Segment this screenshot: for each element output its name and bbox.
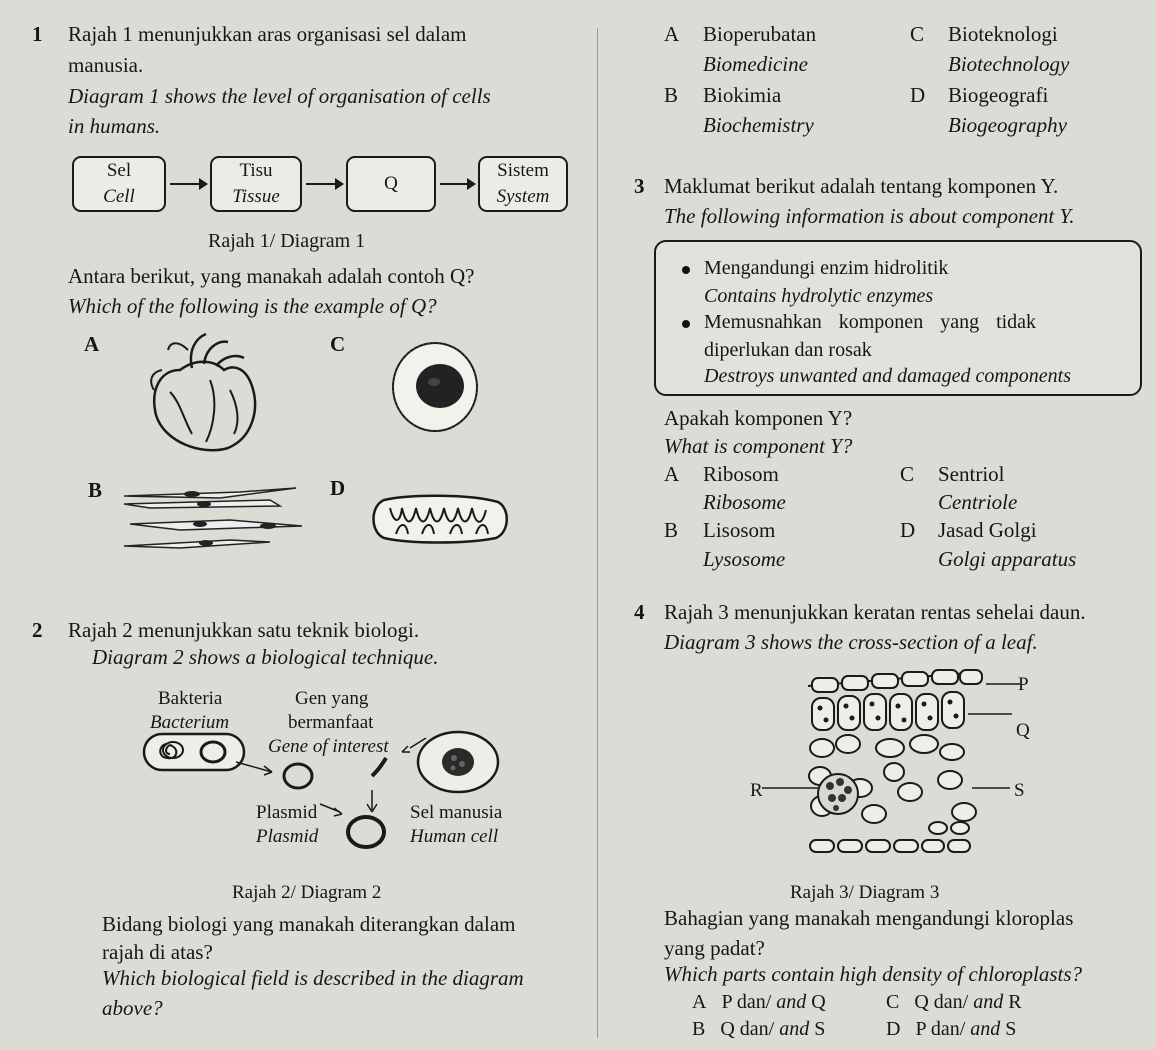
- stem-ms: Rajah 3 menunjukkan keratan rentas sehelai daun.: [664, 600, 1086, 624]
- answer-label: D: [886, 1018, 901, 1040]
- mitochondrion-drawing: [370, 494, 510, 544]
- info-1-ms: Mengandungi enzim hidrolitik: [704, 257, 949, 279]
- option-label-a: A: [84, 332, 100, 356]
- stem-en: Diagram 3 shows the cross-section of a leaf.: [664, 630, 1038, 654]
- cell-drawing: [390, 340, 480, 434]
- question-ms-line-1: Bahagian yang manakah mengandungi kloroplas: [664, 906, 1074, 930]
- answer-b-ms: Biokimia: [703, 83, 782, 107]
- answer-text: P dan/: [721, 991, 772, 1013]
- answer-a-ms: Bioperubatan: [703, 22, 817, 46]
- label-cell-ms: Sel manusia: [410, 802, 503, 823]
- bullet-icon: [682, 320, 690, 328]
- stem-en: Diagram 2 shows a biological technique.: [92, 645, 439, 669]
- answer-d-ms: Jasad Golgi: [938, 518, 1037, 542]
- label-gene-ms-2: bermanfaat: [288, 712, 374, 733]
- answer-text: Q dan/: [914, 991, 969, 1013]
- flow-box-tissue: [210, 156, 302, 212]
- answer-label-b: B: [664, 83, 679, 107]
- flow-box-system: [478, 156, 568, 212]
- stem-ms: Maklumat berikut adalah tentang komponen Y.: [664, 174, 1059, 198]
- label-plasmid-ms: Plasmid: [256, 802, 318, 823]
- answer-a-en: Ribosome: [703, 490, 786, 514]
- muscle-tissue-drawing: [120, 484, 310, 554]
- label-r: R: [750, 780, 763, 801]
- answer-b-en: Biochemistry: [703, 113, 814, 137]
- question-en: Which parts contain high density of chloroplasts?: [664, 962, 1083, 986]
- stem-ms: Rajah 2 menunjukkan satu teknik biologi.: [68, 618, 420, 642]
- flow-arrow: [440, 183, 474, 185]
- info-2-en: Destroys unwanted and damaged components: [704, 365, 1071, 387]
- answer-label: B: [692, 1018, 706, 1040]
- flow-box-cell: [72, 156, 166, 212]
- answer-label-c: C: [910, 22, 925, 46]
- answer-rest: S: [814, 1018, 826, 1040]
- answer-a: [692, 992, 826, 1012]
- answer-label-d: D: [910, 83, 926, 107]
- question-ms: Antara berikut, yang manakah adalah contoh Q?: [68, 264, 475, 288]
- option-label-d: D: [330, 476, 346, 500]
- heart-drawing: [140, 330, 270, 460]
- answer-text: P dan/: [915, 1018, 966, 1040]
- info-2-ms-line-1: Memusnahkan komponen yang tidak: [704, 311, 1037, 333]
- answer-rest: Q: [811, 991, 826, 1013]
- flow-label-ms: Sistem: [497, 160, 549, 181]
- answer-c: [886, 992, 1022, 1012]
- answer-d: [886, 1019, 1016, 1039]
- answer-a-en: Biomedicine: [703, 52, 808, 76]
- stem-ms-line-1: Rajah 1 menunjukkan aras organisasi sel dalam: [68, 22, 467, 46]
- answer-c-ms: Bioteknologi: [948, 22, 1058, 46]
- question-ms-line-1: Bidang biologi yang manakah diterangkan dalam: [102, 912, 516, 936]
- answer-and: and: [970, 1018, 1001, 1040]
- answer-d-en: Biogeography: [948, 113, 1067, 137]
- stem-en-line-1: Diagram 1 shows the level of organisation of cells: [68, 84, 491, 108]
- answer-rest: R: [1008, 991, 1022, 1013]
- question-number: 4: [634, 600, 645, 624]
- question-ms-line-2: rajah di atas?: [102, 940, 213, 964]
- stem-en: The following information is about component Y.: [664, 204, 1075, 228]
- answer-label: C: [886, 991, 900, 1013]
- answer-b-ms: Lisosom: [703, 518, 776, 542]
- diagram-2-caption: Rajah 2/ Diagram 2: [232, 882, 382, 903]
- stem-ms-line-2: manusia.: [68, 53, 144, 77]
- flow-box-q: [346, 156, 436, 212]
- answer-label-a: A: [664, 22, 680, 46]
- label-p: P: [1018, 674, 1029, 695]
- label-s: S: [1014, 780, 1025, 801]
- label-gene-en: Gene of interest: [268, 736, 389, 757]
- question-number: 3: [634, 174, 645, 198]
- flow-label-ms: Sel: [106, 160, 132, 181]
- question-number: 1: [32, 22, 43, 46]
- flow-label-en: System: [496, 186, 550, 207]
- question-en-line-2: above?: [102, 996, 163, 1020]
- answer-d-en: Golgi apparatus: [938, 547, 1077, 571]
- question-ms: Apakah komponen Y?: [664, 406, 853, 430]
- info-box: [654, 240, 1142, 396]
- info-1-en: Contains hydrolytic enzymes: [704, 285, 934, 307]
- label-cell-en: Human cell: [410, 826, 499, 847]
- flow-label-en: Tissue: [232, 186, 280, 207]
- answer-d-ms: Biogeografi: [948, 83, 1049, 107]
- answer-c-en: Centriole: [938, 490, 1018, 514]
- answer-label-c: C: [900, 462, 915, 486]
- diagram-3-caption: Rajah 3/ Diagram 3: [790, 882, 940, 903]
- answer-and: and: [973, 991, 1004, 1013]
- stem-en-line-2: in humans.: [68, 114, 161, 138]
- flow-label-ms: Tisu: [239, 160, 273, 181]
- bullet-icon: [682, 266, 690, 274]
- info-2-ms-line-2: diperlukan dan rosak: [704, 339, 872, 361]
- flow-arrow: [170, 183, 206, 185]
- flow-arrow: [306, 183, 342, 185]
- question-number: 2: [32, 618, 43, 642]
- answer-a-ms: Ribosom: [703, 462, 779, 486]
- leaf-cross-section-drawing: [800, 668, 1040, 868]
- answer-and: and: [776, 991, 807, 1013]
- answer-label-a: A: [664, 462, 680, 486]
- answer-text: Q dan/: [720, 1018, 775, 1040]
- label-bacteria-en: Bacterium: [150, 712, 230, 733]
- answer-and: and: [779, 1018, 810, 1040]
- question-en-line-1: Which biological field is described in the diagram: [102, 966, 524, 990]
- label-gene-ms: Gen yang: [295, 688, 369, 709]
- flow-label-en: Cell: [103, 186, 135, 207]
- answer-rest: S: [1005, 1018, 1017, 1040]
- option-label-c: C: [330, 332, 346, 356]
- question-en: Which of the following is the example of Q?: [68, 294, 437, 318]
- answer-c-ms: Sentriol: [938, 462, 1005, 486]
- column-divider: [597, 28, 598, 1038]
- label-bacteria-ms: Bakteria: [158, 688, 223, 709]
- option-label-b: B: [88, 478, 103, 502]
- flow-label-q: Q: [384, 173, 398, 194]
- question-ms-line-2: yang padat?: [664, 936, 765, 960]
- answer-b-en: Lysosome: [703, 547, 786, 571]
- label-q: Q: [1016, 720, 1030, 741]
- answer-c-en: Biotechnology: [948, 52, 1070, 76]
- question-en: What is component Y?: [664, 434, 853, 458]
- answer-label-b: B: [664, 518, 679, 542]
- label-plasmid-en: Plasmid: [256, 826, 319, 847]
- answer-label-d: D: [900, 518, 916, 542]
- diagram-1-caption: Rajah 1/ Diagram 1: [208, 230, 366, 252]
- answer-b: [692, 1019, 825, 1039]
- answer-label: A: [692, 991, 707, 1013]
